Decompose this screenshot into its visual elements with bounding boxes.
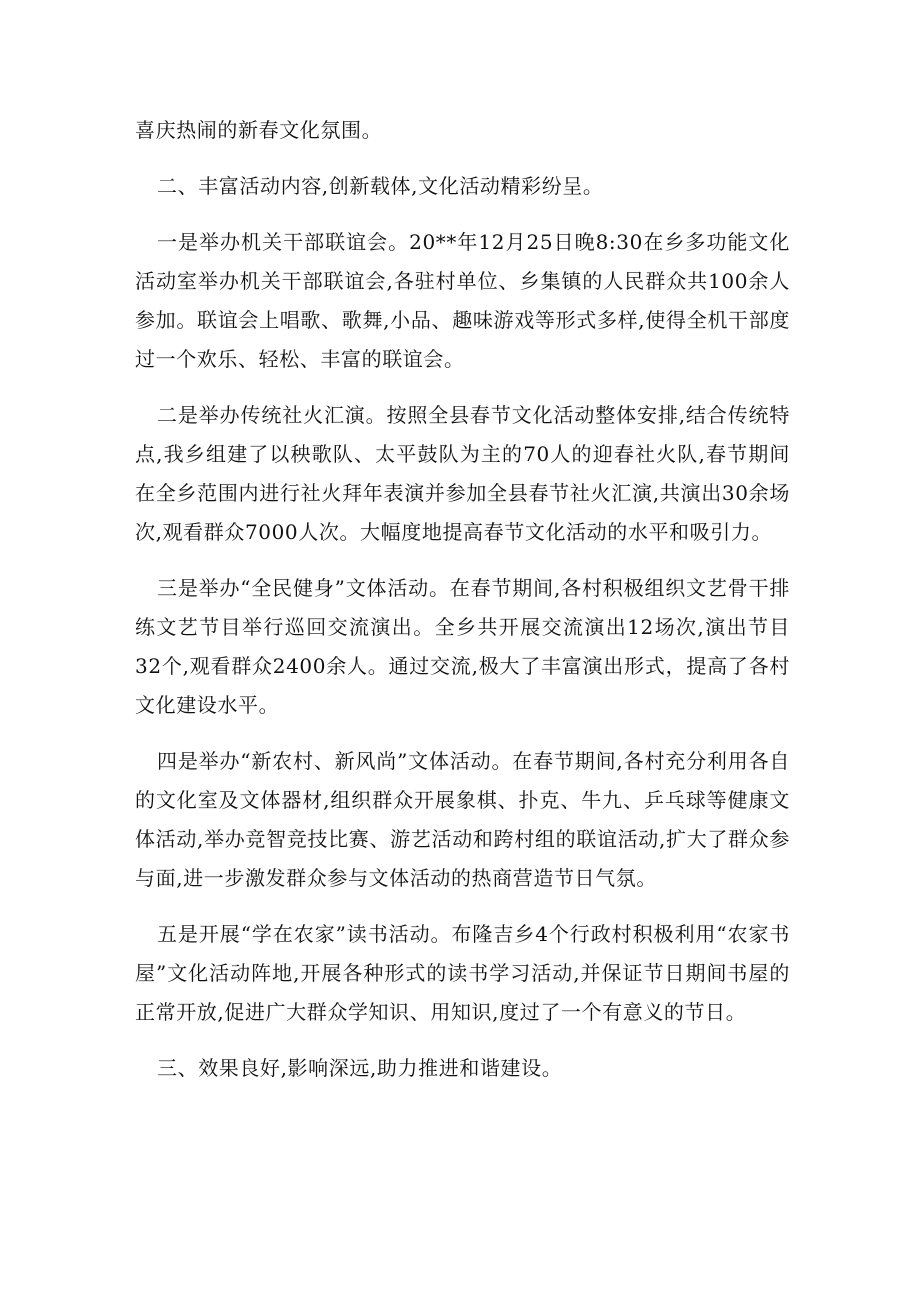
section-heading-three: 三、效果良好,影响深远,助力推进和谐建设。: [157, 1056, 563, 1080]
paragraph-item-one: 一是举办机关干部联谊会。20**年12月25日晚8:30在乡多功能文化活动室举办机关干部联谊会,各驻村单位、乡集镇的人民群众共100余人参加。联谊会上唱歌、歌舞,小品、趣味游戏等形式多样,使得全机干部度过一个欢乐、轻松、丰富的联谊会。: [135, 230, 790, 371]
document-body: [135, 111, 790, 1105]
paragraph-item-five: 五是开展“学在农家”读书活动。布隆吉乡4个行政村积极利用“农家书屋”文化活动阵地,开展各种形式的读书学习活动,并保证节日期间书屋的正常开放,促进广大群众学知识、用知识,度过了一个有意义的节日。: [135, 922, 790, 1024]
paragraph-item-three: 三是举办“全民健身”文体活动。在春节期间,各村积极组织文艺骨干排练文艺节目举行巡回交流演出。全乡共开展交流演出12场次,演出节目32个,观看群众2400余人。通过交流,极大了丰富演出形式，提高了各村文化建设水平。: [135, 576, 790, 717]
paragraph-continuation: 喜庆热闹的新春文化氛围。: [135, 118, 383, 142]
paragraph-item-four: 四是举办“新农村、新风尚”文体活动。在春节期间,各村充分利用各自的文化室及文体器材,组织群众开展象棋、扑克、牛九、乒乓球等健康文体活动,举办竞智竞技比赛、游艺活动和跨村组的联谊活动,扩大了群众参与面,进一步激发群众参与文体活动的热商营造节日气氛。: [135, 749, 790, 890]
section-heading-two: 二、丰富活动内容,创新载体,文化活动精彩纷呈。: [157, 174, 604, 198]
paragraph-item-two: 二是举办传统社火汇演。按照全县春节文化活动整体安排,结合传统特点,我乡组建了以秧歌队、太平鼓队为主的70人的迎春社火队,春节期间在全乡范围内进行社火拜年表演并参加全县春节社火汇演,共演出30余场次,观看群众7000人次。大幅度地提高春节文化活动的水平和吸引力。: [135, 403, 790, 544]
